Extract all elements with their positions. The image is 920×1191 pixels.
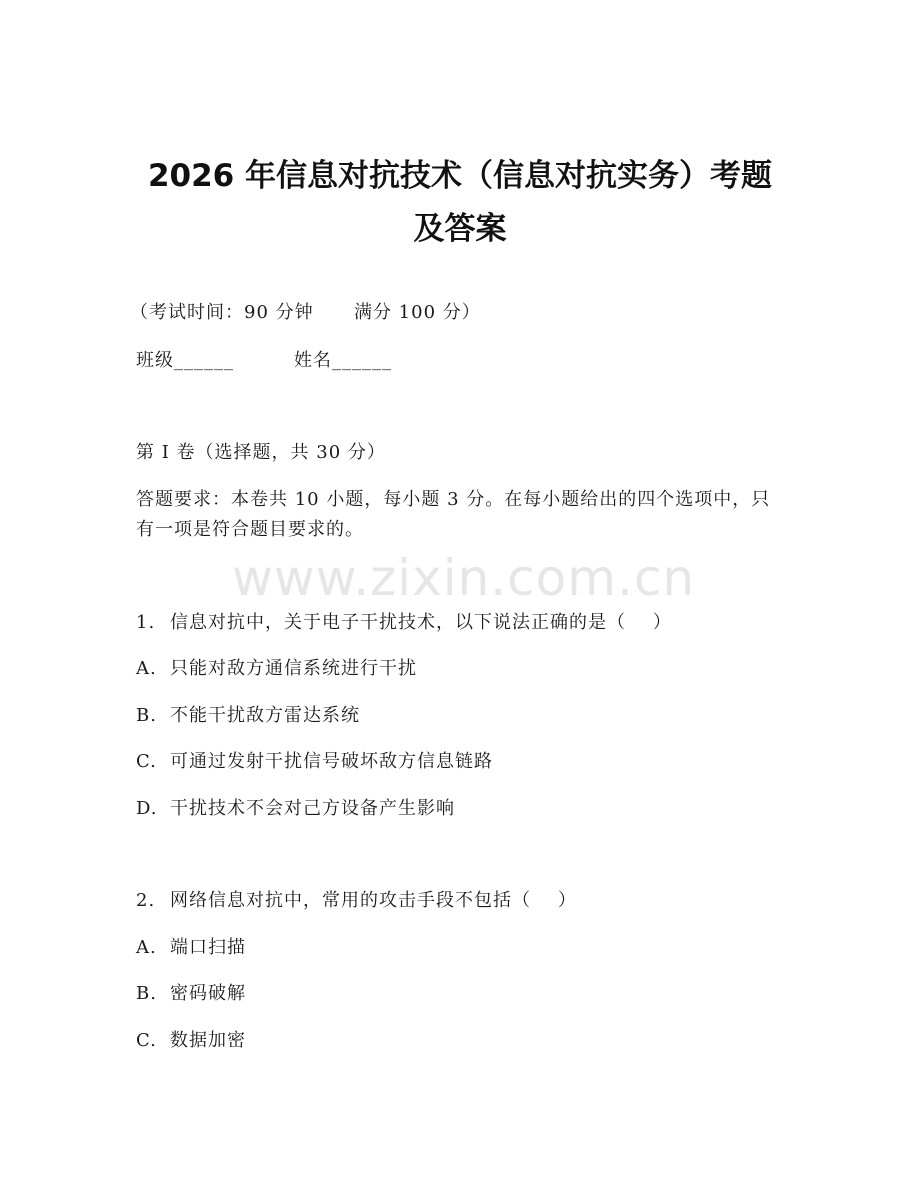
option-text: 数据加密 xyxy=(170,1030,246,1051)
name-field: 姓名______ xyxy=(294,350,392,371)
option-text: 干扰技术不会对己方设备产生影响 xyxy=(170,798,455,819)
question-text: 网络信息对抗中，常用的攻击手段不包括（ ） xyxy=(170,890,577,911)
question-1-option-b xyxy=(136,703,360,729)
question-2-option-c xyxy=(136,1028,246,1054)
question-1-option-c xyxy=(136,749,493,775)
question-1 xyxy=(136,610,672,636)
option-text: 端口扫描 xyxy=(170,937,246,958)
question-1-option-d xyxy=(136,796,455,822)
question-number: 1. xyxy=(136,612,156,633)
document-title xyxy=(100,150,820,256)
option-letter: D. xyxy=(136,798,158,819)
title-line-1: 2026 年信息对抗技术（信息对抗实务）考题 xyxy=(147,158,773,194)
option-text: 不能干扰敌方雷达系统 xyxy=(170,705,360,726)
option-text: 可通过发射干扰信号破坏敌方信息链路 xyxy=(170,751,493,772)
option-text: 密码破解 xyxy=(170,983,246,1004)
watermark: www.zixin.com.cn xyxy=(232,549,696,607)
option-letter: A. xyxy=(136,658,157,679)
option-letter: A. xyxy=(136,937,157,958)
question-2-option-a xyxy=(136,935,246,961)
instructions: 答题要求：本卷共 10 小题，每小题 3 分。在每小题给出的四个选项中，只有一项是符合题目要求的。 xyxy=(136,489,771,540)
option-letter: B. xyxy=(136,705,157,726)
class-field: 班级______ xyxy=(136,350,234,371)
option-letter: C. xyxy=(136,1030,157,1051)
title-line-2: 及答案 xyxy=(413,211,507,247)
option-letter: C. xyxy=(136,751,157,772)
question-1-option-a xyxy=(136,656,417,682)
option-text: 只能对敌方通信系统进行干扰 xyxy=(170,658,417,679)
question-number: 2. xyxy=(136,890,156,911)
exam-info: （考试时间：90 分钟 满分 100 分） xyxy=(130,302,481,323)
section-heading: 第 I 卷（选择题，共 30 分） xyxy=(136,442,386,463)
question-2-option-b xyxy=(136,981,246,1007)
option-letter: B. xyxy=(136,983,157,1004)
question-2 xyxy=(136,888,577,914)
question-text: 信息对抗中，关于电子干扰技术，以下说法正确的是（ ） xyxy=(170,612,672,633)
